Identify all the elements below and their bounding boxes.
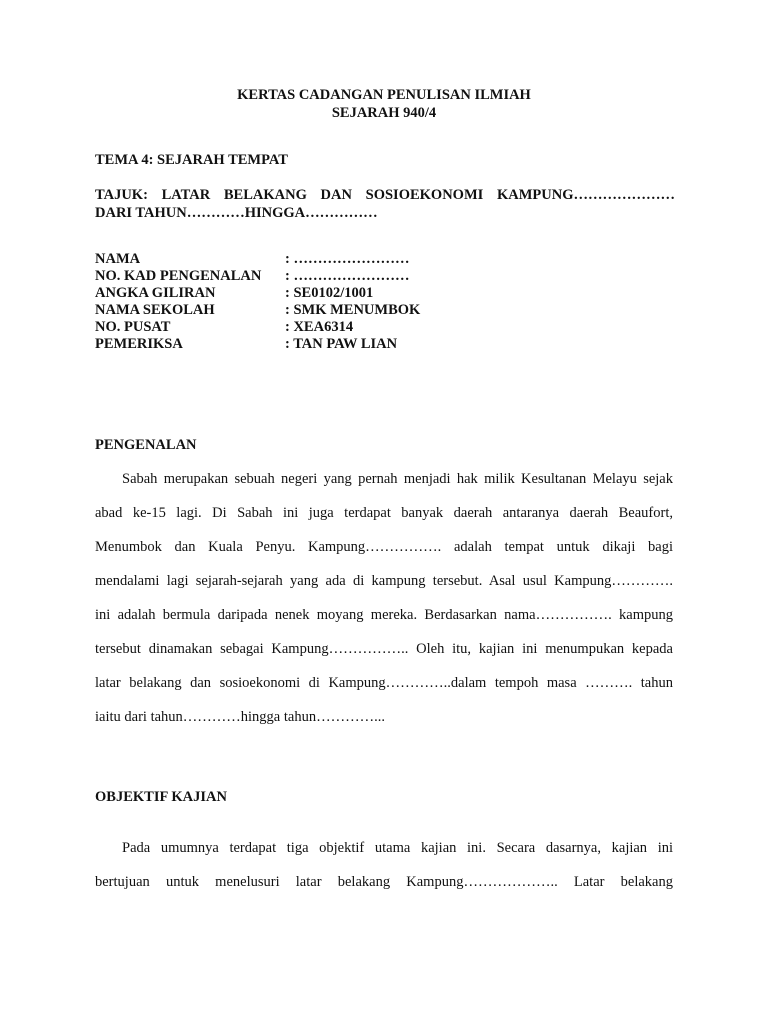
info-label: NO. PUSAT	[95, 319, 171, 335]
info-value: : ……………………	[285, 268, 410, 284]
info-value: : XEA6314	[285, 319, 354, 335]
section-heading-pengenalan: PENGENALAN	[95, 437, 197, 453]
info-row-nama-sekolah	[95, 302, 420, 319]
info-label: PEMERIKSA	[95, 336, 183, 352]
tajuk-block	[95, 186, 675, 222]
paragraph-line: Pada umumnya terdapat tiga objektif utama kajian ini. Secara dasarnya, kajian ini	[122, 840, 673, 856]
document-subtitle: SEJARAH 940/4	[331, 105, 437, 121]
info-row-angka-giliran	[95, 285, 420, 302]
tajuk-line-2: DARI TAHUN…………HINGGA……………	[95, 205, 378, 221]
paragraph-line: abad ke-15 lagi. Di Sabah ini juga terdapat banyak daerah antaranya daerah Beaufort,	[95, 505, 673, 521]
info-label: NO. KAD PENGENALAN	[95, 268, 262, 284]
tajuk-line-1: TAJUK: LATAR BELAKANG DAN SOSIOEKONOMI KAMPUNG…………………	[95, 187, 675, 203]
info-label: ANGKA GILIRAN	[95, 285, 216, 301]
section-heading-objektif: OBJEKTIF KAJIAN	[95, 789, 227, 805]
paragraph-line: bertujuan untuk menelusuri latar belakang Kampung……………….. Latar belakang	[95, 874, 673, 890]
paragraph-line: Sabah merupakan sebuah negeri yang pernah menjadi hak milik Kesultanan Melayu sejak	[122, 471, 673, 487]
info-row-pemeriksa	[95, 336, 420, 353]
info-row-no-pusat	[95, 319, 420, 336]
paragraph-line: tersebut dinamakan sebagai Kampung…………….. Oleh itu, kajian ini menumpukan kepada	[95, 641, 673, 657]
document-title: KERTAS CADANGAN PENULISAN ILMIAH	[237, 87, 531, 103]
info-row-nama	[95, 251, 420, 268]
paragraph-line: iaitu dari tahun…………hingga tahun…………...	[95, 709, 385, 725]
info-value: : SMK MENUMBOK	[285, 302, 421, 318]
info-label: NAMA	[95, 251, 141, 267]
info-row-kad-pengenalan	[95, 268, 420, 285]
paragraph-line: ini adalah bermula daripada nenek moyang mereka. Berdasarkan nama……………. kampung	[95, 607, 673, 623]
paragraph-line: Menumbok dan Kuala Penyu. Kampung……………. adalah tempat untuk dikaji bagi	[95, 539, 673, 555]
document-header	[0, 86, 768, 122]
paragraph-line: mendalami lagi sejarah-sejarah yang ada di kampung tersebut. Asal usul Kampung………….	[95, 573, 673, 589]
info-value: : SE0102/1001	[285, 285, 374, 301]
tema-line: TEMA 4: SEJARAH TEMPAT	[95, 152, 288, 168]
paragraph-line: latar belakang dan sosioekonomi di Kampung…………..dalam tempoh masa ………. tahun	[95, 675, 673, 691]
student-info-table	[95, 251, 420, 353]
info-value: : ……………………	[285, 251, 410, 267]
objektif-paragraph	[95, 831, 673, 899]
info-label: NAMA SEKOLAH	[95, 302, 215, 318]
info-value: : TAN PAW LIAN	[285, 336, 398, 352]
pengenalan-paragraph	[95, 462, 673, 734]
